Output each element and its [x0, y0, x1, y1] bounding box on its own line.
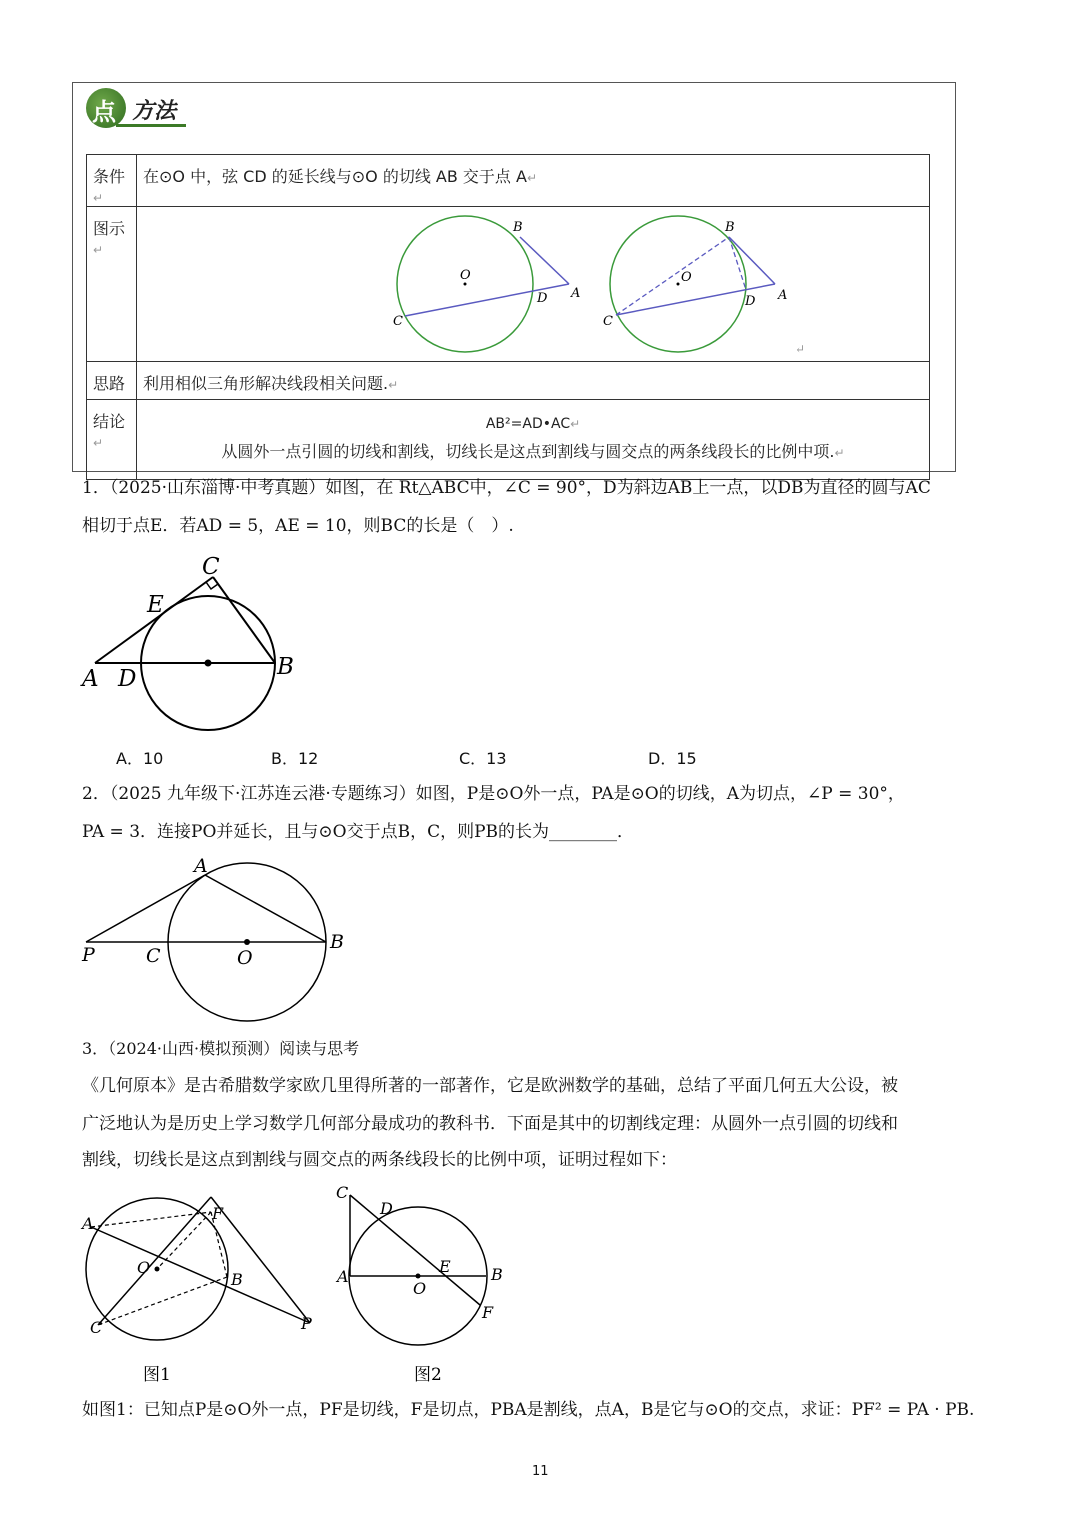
figure-row [87, 207, 930, 362]
conclusion-cell [137, 400, 930, 480]
idea-text: 利用相似三角形解决线段相关问题.↵ [137, 362, 930, 400]
fig2-label-c: C [336, 1183, 349, 1202]
fig1-line-fc [98, 1197, 211, 1325]
return-mark: ↵ [526, 171, 538, 185]
q1-option-c[interactable]: C．13 [459, 749, 507, 768]
q1-center [205, 660, 212, 667]
fig2-label-b: B [491, 1265, 503, 1284]
label-b: B [725, 220, 735, 235]
q2-line1: 2．（2025 九年级下·江苏连云港·专题练习）如图，P是⊙O外一点，PA是⊙O的切线，A为切点，∠P = 30°， [82, 784, 905, 804]
q2-label-o: O [237, 947, 253, 969]
q2-line2: PA = 3．连接PO并延长，且与⊙O交于点B，C，则PB的长为________． [82, 822, 635, 842]
q3-title: 3．（2024·山西·模拟预测）阅读与思考 [82, 1039, 360, 1058]
conclusion-text: 从圆外一点引圆的切线和割线，切线长是这点到割线与圆交点的两条线段长的比例中项.↵ [221, 442, 845, 461]
label-d: D [537, 291, 548, 306]
q1-line1: 1．（2025·山东淄博·中考真题）如图，在 Rt△ABC中，∠C = 90°，D为斜边AB上一点，以DB为直径的圆与AC [82, 478, 931, 498]
label-o: O [460, 268, 471, 283]
label-b: B [513, 220, 523, 235]
fig1-label-f: F [212, 1204, 224, 1223]
fig2-caption: 图2 [414, 1365, 442, 1385]
label-o: O [681, 270, 692, 285]
label-a: A [571, 286, 581, 301]
q2-label-a: A [194, 855, 208, 877]
return-mark: ↵ [570, 417, 581, 431]
fig1-dash-fo [157, 1212, 211, 1269]
q1-line2: 相切于点E．若AD = 5，AE = 10，则BC的长是（ ）. [82, 516, 514, 536]
q3-figure2 [332, 1180, 532, 1385]
return-mark: ↵ [93, 191, 104, 205]
left-tangent [520, 237, 569, 284]
return-mark: ↵ [834, 446, 845, 460]
fig1-tangent-pf [211, 1197, 310, 1323]
fig2-label-e: E [439, 1257, 451, 1276]
return-mark: ↵ [93, 436, 104, 450]
q3-proof: 如图1：已知点P是⊙O外一点，PF是切线，F是切点，PBA是割线，点A，B是它与⊙O的交点，求证：PF² = PA · PB. [82, 1400, 975, 1420]
page-number: 11 [532, 1464, 549, 1479]
fig1-label-p: P [301, 1314, 312, 1333]
fig2-center [416, 1274, 421, 1279]
method-figures [143, 207, 923, 357]
q1-label-d: D [118, 666, 137, 692]
condition-text: 在⊙O 中，弦 CD 的延长线与⊙O 的切线 AB 交于点 A↵ [137, 155, 930, 207]
conclusion-row [87, 400, 930, 480]
q2-tangent-pa [86, 875, 205, 942]
idea-row [87, 362, 930, 400]
fig1-caption: 图1 [143, 1365, 171, 1385]
label-c: C [603, 314, 613, 329]
right-center [677, 283, 680, 286]
conclusion-formula: AB²=AD•AC↵ [485, 416, 581, 432]
fig1-label-c: C [90, 1318, 103, 1337]
label-c: C [393, 314, 403, 329]
q3-figure1 [80, 1185, 330, 1385]
q1-label-a: A [82, 666, 99, 692]
q3-para3: 割线，切线长是这点到割线与圆交点的两条线段长的比例中项，证明过程如下： [82, 1150, 677, 1170]
badge-underline [116, 124, 186, 127]
method-table [86, 154, 930, 480]
q3-para1: 《几何原本》是古希腊数学家欧几里得所著的一部著作，它是欧洲数学的基础，总结了平面几何五大公设，被 [82, 1076, 898, 1096]
q2-center [244, 939, 250, 945]
q2-segment-ab [205, 875, 326, 942]
method-badge [86, 88, 186, 130]
fig2-label-d: D [380, 1199, 393, 1218]
fig2-label-a: A [337, 1267, 349, 1286]
badge-title: 方法 [132, 98, 177, 124]
conclusion-label: 结论↵ [87, 400, 137, 480]
q2-label-p: P [82, 944, 95, 966]
fig1-label-a: A [82, 1214, 94, 1233]
q2-label-b: B [330, 931, 344, 953]
return-mark: ↵ [795, 342, 806, 356]
fig1-label-b: B [231, 1270, 243, 1289]
q3-para2: 广泛地认为是历史上学习数学几何部分最成功的教科书．下面是其中的切割线定理：从圆外一点引圆的切线和 [82, 1114, 898, 1134]
label-d: D [745, 294, 756, 309]
q1-segment-ac [95, 577, 213, 663]
fig1-dash-af [91, 1212, 211, 1227]
fig1-secant-pa [91, 1227, 310, 1323]
fig1-label-o: O [137, 1258, 151, 1277]
idea-label: 思路 [87, 362, 137, 400]
q1-option-b[interactable]: B．12 [271, 749, 319, 768]
badge-dian: 点 [92, 98, 116, 126]
q1-option-d[interactable]: D．15 [648, 749, 697, 768]
q1-label-e: E [147, 592, 164, 618]
figure-cell [137, 207, 930, 362]
q1-label-c: C [202, 554, 220, 580]
fig1-center [155, 1267, 160, 1272]
fig2-label-f: F [482, 1303, 494, 1322]
figure-label: 图示↵ [87, 207, 137, 362]
fig2-label-o: O [413, 1279, 427, 1298]
q1-segment-cb [213, 577, 275, 663]
condition-row [87, 155, 930, 207]
label-a: A [778, 288, 788, 303]
q2-label-c: C [146, 945, 161, 967]
q1-label-b: B [277, 654, 294, 680]
q2-figure [78, 852, 358, 1027]
return-mark: ↵ [93, 243, 104, 257]
return-mark: ↵ [388, 378, 399, 392]
q1-option-a[interactable]: A．10 [116, 749, 164, 768]
q1-figure [80, 550, 320, 740]
condition-label: 条件↵ [87, 155, 137, 207]
